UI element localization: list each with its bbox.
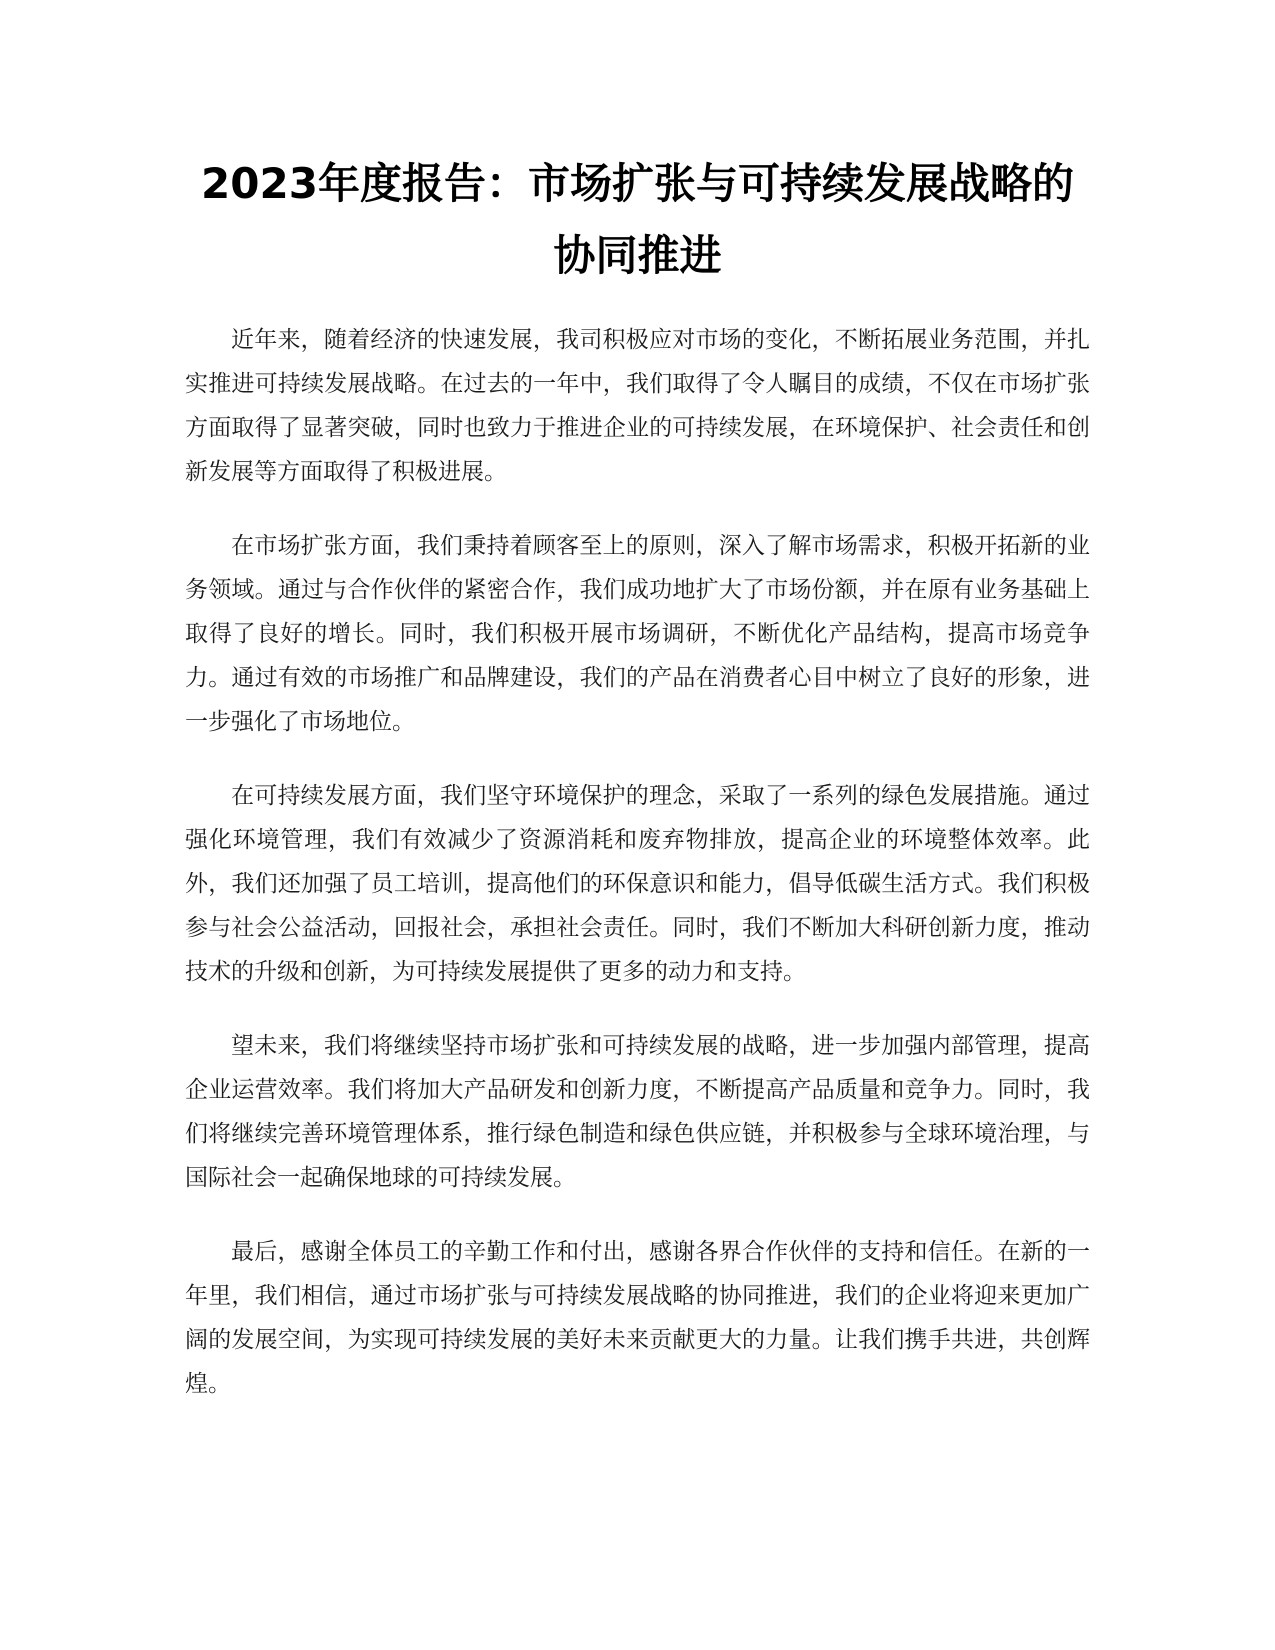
paragraph-closing: 最后，感谢全体员工的辛勤工作和付出，感谢各界合作伙伴的支持和信任。在新的一年里，我们相信，通过市场扩张与可持续发展战略的协同推进，我们的企业将迎来更加广阔的发展空间，为实现可持续发展的美好未来贡献更大的力量。让我们携手共进，共创辉煌。 — [185, 1239, 1090, 1397]
document-title: 2023年度报告：市场扩张与可持续发展战略的协同推进 — [201, 159, 1074, 280]
document-body — [185, 318, 1090, 1436]
paragraph-outlook: 望未来，我们将继续坚持市场扩张和可持续发展的战略，进一步加强内部管理，提高企业运营效率。我们将加大产品研发和创新力度，不断提高产品质量和竞争力。同时，我们将继续完善环境管理体系，推行绿色制造和绿色供应链，并积极参与全球环境治理，与国际社会一起确保地球的可持续发展。 — [185, 1033, 1090, 1191]
paragraph-sustainability: 在可持续发展方面，我们坚守环境保护的理念，采取了一系列的绿色发展措施。通过强化环境管理，我们有效减少了资源消耗和废弃物排放，提高企业的环境整体效率。此外，我们还加强了员工培训，提高他们的环保意识和能力，倡导低碳生活方式。我们积极参与社会公益活动，回报社会，承担社会责任。同时，我们不断加大科研创新力度，推动技术的升级和创新，为可持续发展提供了更多的动力和支持。 — [185, 783, 1090, 985]
paragraph-intro: 近年来，随着经济的快速发展，我司积极应对市场的变化，不断拓展业务范围，并扎实推进可持续发展战略。在过去的一年中，我们取得了令人瞩目的成绩，不仅在市场扩张方面取得了显著突破，同时也致力于推进企业的可持续发展，在环境保护、社会责任和创新发展等方面取得了积极进展。 — [185, 327, 1090, 485]
paragraph-market-expansion: 在市场扩张方面，我们秉持着顾客至上的原则，深入了解市场需求，积极开拓新的业务领域。通过与合作伙伴的紧密合作，我们成功地扩大了市场份额，并在原有业务基础上取得了良好的增长。同时，我们积极开展市场调研，不断优化产品结构，提高市场竞争力。通过有效的市场推广和品牌建设，我们的产品在消费者心目中树立了良好的形象，进一步强化了市场地位。 — [185, 533, 1090, 735]
